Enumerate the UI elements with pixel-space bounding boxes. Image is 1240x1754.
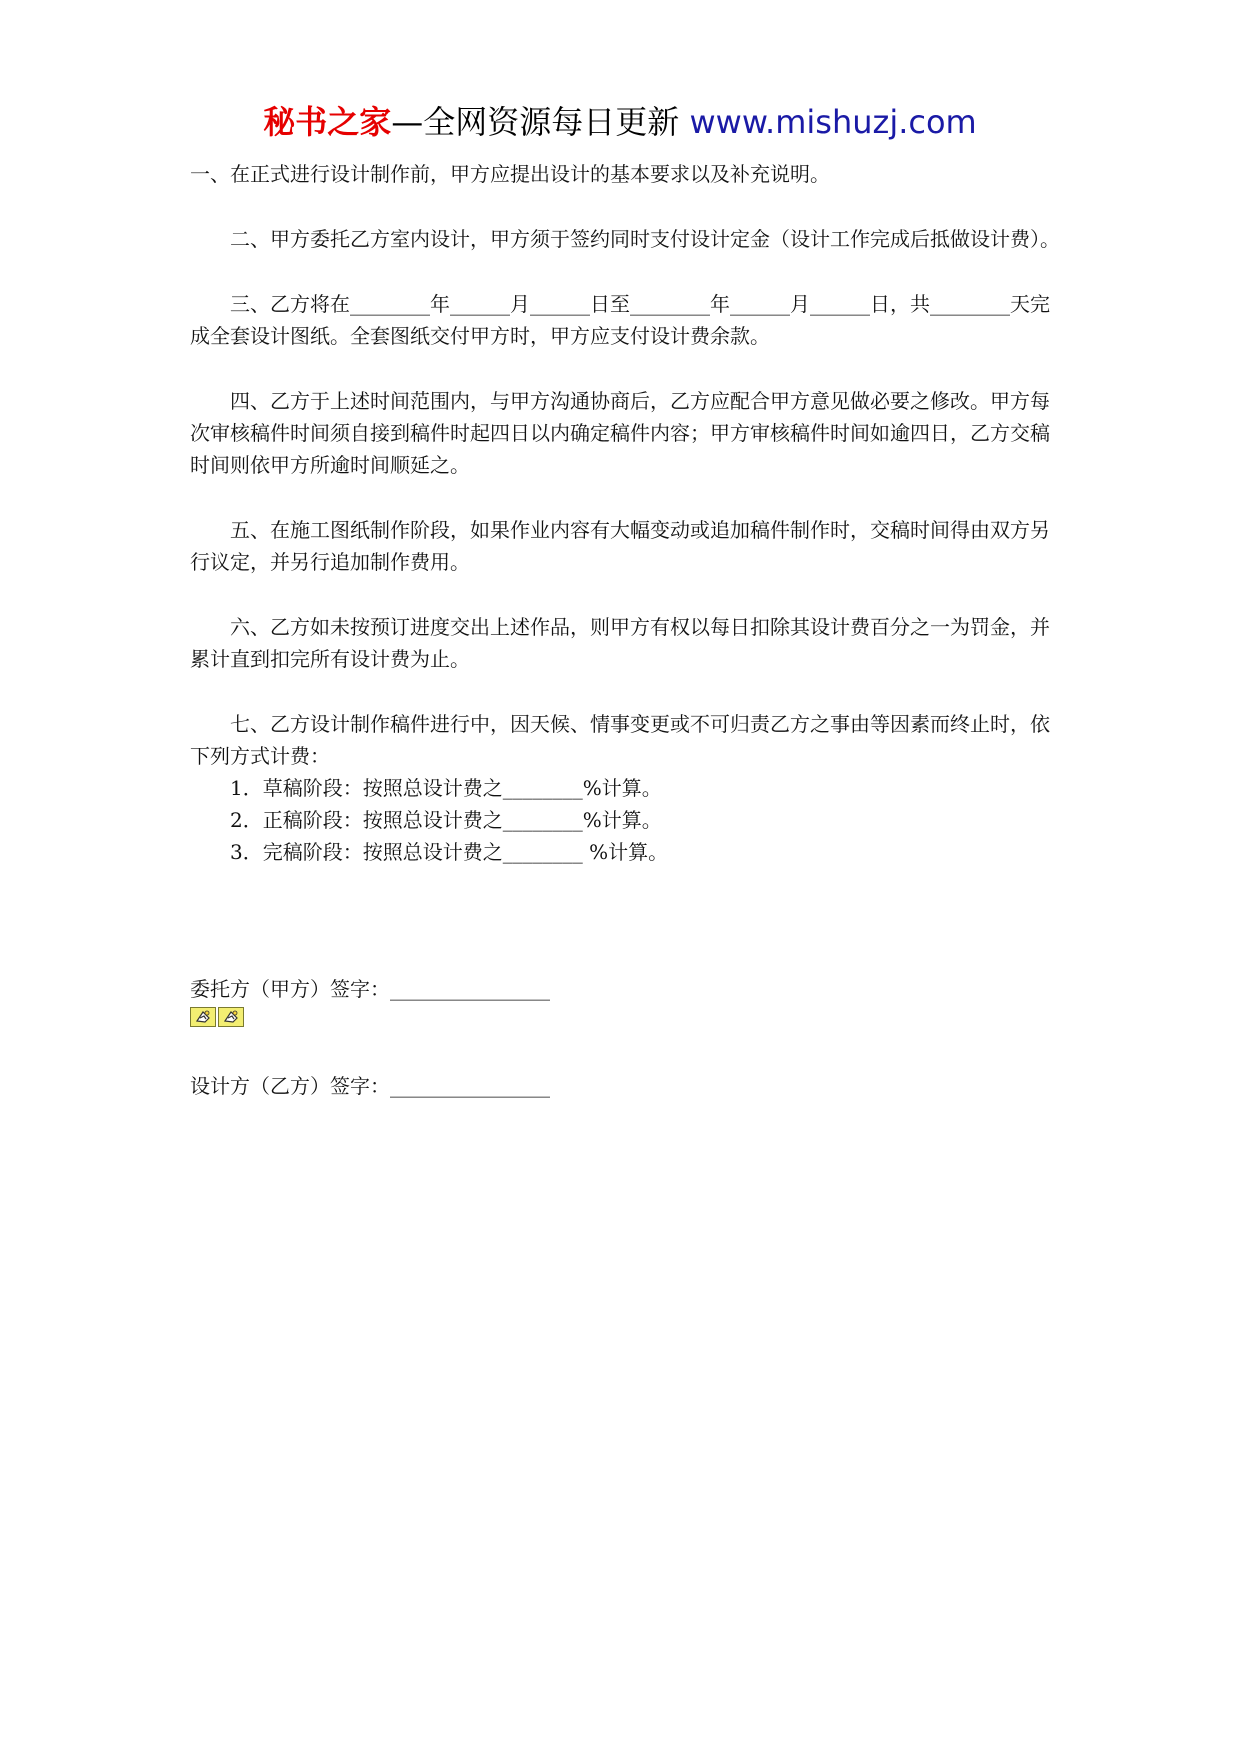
brand-name: 秘书之家 xyxy=(263,103,392,141)
clause-1: 一、在正式进行设计制作前，甲方应提出设计的基本要求以及补充说明。 xyxy=(190,162,830,186)
party-b-signature: 设计方（乙方）签字：________________ xyxy=(190,1074,550,1098)
embedded-object-icon[interactable] xyxy=(218,1007,244,1027)
clause-2: 二、甲方委托乙方室内设计，甲方须于签约同时支付设计定金（设计工作完成后抵做设计费）。 xyxy=(230,227,1060,251)
clause-4: 四、乙方于上述时间范围内，与甲方沟通协商后，乙方应配合甲方意见做必要之修改。甲方每次审核稿件时间须自接到稿件时起四日以内确定稿件内容；甲方审核稿件时间如逾四日，乙方交稿时间则依甲方所逾时间顺延之。 xyxy=(190,389,1050,477)
contract-body xyxy=(190,158,1060,868)
embedded-object-icon[interactable] xyxy=(190,1007,216,1027)
header-url[interactable]: www.mishuzj.com xyxy=(689,103,977,141)
clause-6: 六、乙方如未按预订进度交出上述作品，则甲方有权以每日扣除其设计费百分之一为罚金，并累计直到扣完所有设计费为止。 xyxy=(190,615,1050,671)
fee-list-item-final: 3．完稿阶段：按照总设计费之________ %计算。 xyxy=(230,840,669,864)
clause-5: 五、在施工图纸制作阶段，如果作业内容有大幅变动或追加稿件制作时，交稿时间得由双方另行议定，并另行追加制作费用。 xyxy=(190,518,1050,574)
fee-list xyxy=(190,772,1060,868)
clause-7: 七、乙方设计制作稿件进行中，因天候、情事变更或不可归责乙方之事由等因素而终止时，依下列方式计费： xyxy=(190,712,1050,768)
fee-list-item-draft: 1．草稿阶段：按照总设计费之________%计算。 xyxy=(230,776,662,800)
clause-3: 三、乙方将在________年______月______日至________年______月______日，共________天完成全套设计图纸。全套图纸交付甲方时，甲方应支付设计费余款。 xyxy=(190,292,1050,348)
header-slogan: —全网资源每日更新 xyxy=(391,103,690,141)
fee-list-item-formal: 2．正稿阶段：按照总设计费之________%计算。 xyxy=(230,808,662,832)
party-a-signature: 委托方（甲方）签字：________________ xyxy=(190,977,550,1001)
page-header xyxy=(0,100,1240,144)
embedded-objects xyxy=(190,1007,244,1027)
